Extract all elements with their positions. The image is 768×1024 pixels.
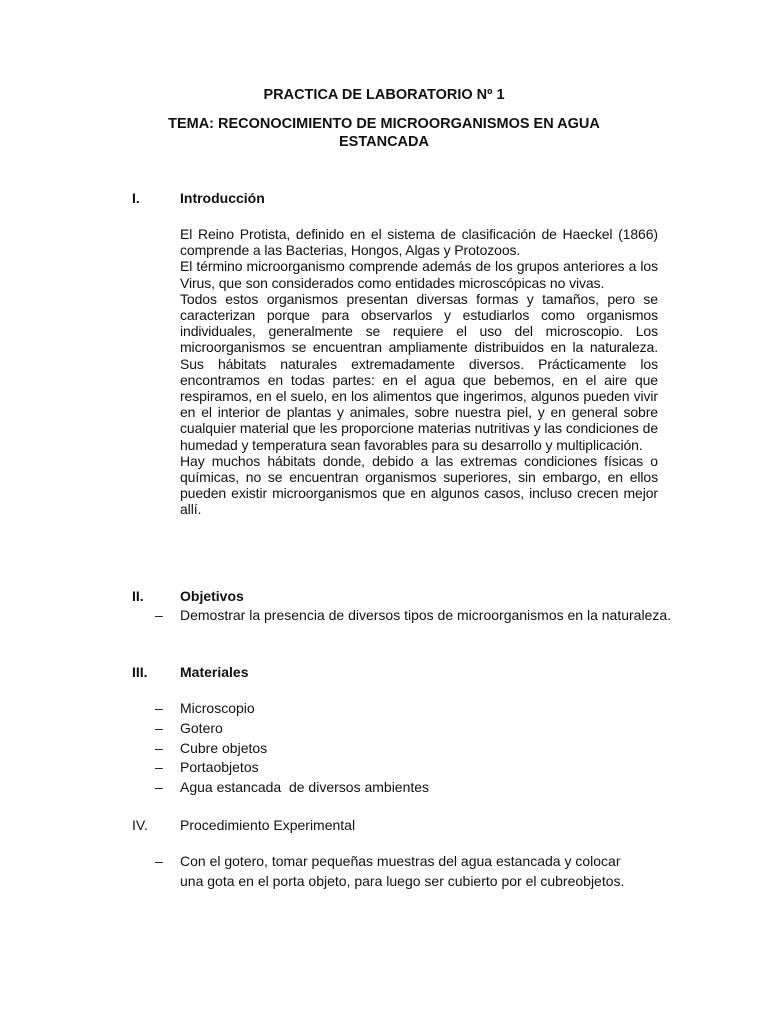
list-item [155, 778, 675, 798]
section-heading: Introducción [180, 190, 265, 206]
procedimiento-list [155, 852, 625, 892]
objetivos-list [155, 606, 675, 626]
bullet-dash: – [155, 719, 163, 736]
bullet-dash: – [155, 739, 163, 756]
bullet-dash: – [155, 607, 163, 623]
document-subtitle-line-2: ESTANCADA [339, 134, 429, 150]
section-heading: Objetivos [180, 588, 244, 604]
section-numeral: II. [132, 588, 144, 604]
bullet-dash: – [155, 779, 163, 796]
list-item-text: Agua estancada de diversos ambientes [180, 779, 430, 796]
list-item-text: Demostrar la presencia de diversos tipos de microorganismos en la naturaleza. [180, 607, 672, 623]
list-item [155, 699, 675, 719]
bullet-dash: – [155, 759, 163, 776]
list-item-text: Cubre objetos [180, 739, 268, 756]
section-numeral: III. [132, 664, 148, 680]
section-numeral: IV. [132, 817, 148, 833]
bullet-dash: – [155, 700, 163, 716]
list-item-text: Portaobjetos [180, 759, 259, 776]
intro-paragraph: El término microorganismo comprende además de los grupos anteriores a los Virus, que son considerados como entidades microscópicas no vivas. [180, 258, 658, 291]
list-item-text: Microscopio [180, 700, 255, 716]
intro-body [180, 226, 658, 518]
document-subtitle-line-1: TEMA: RECONOCIMIENTO DE MICROORGANISMOS EN AGUA [168, 116, 600, 132]
intro-paragraph: Hay muchos hábitats donde, debido a las extremas condiciones físicas o químicas, no se encuentran organismos superiores, sin embargo, en ellos pueden existir microorganismos que en algunos casos, incluso crecen mejor allí. [180, 452, 658, 518]
list-item [155, 606, 675, 626]
list-item [155, 719, 675, 739]
materiales-list [155, 699, 675, 798]
section-heading: Procedimiento Experimental [180, 817, 356, 833]
list-item-text: Con el gotero, tomar pequeñas muestras del agua estancada y colocar una gota en el porta objeto, para luego ser cubierto por el cubreobjetos. [180, 853, 625, 889]
document-title: PRACTICA DE LABORATORIO Nº 1 [263, 87, 505, 103]
section-heading: Materiales [180, 664, 249, 680]
list-item [155, 758, 675, 778]
list-item-text: Gotero [180, 719, 223, 736]
section-numeral: I. [132, 190, 140, 206]
intro-paragraph: El Reino Protista, definido en el sistema de clasificación de Haeckel (1866) comprende a las Bacterias, Hongos, Algas y Protozoos. [180, 226, 658, 259]
list-item [155, 852, 625, 892]
bullet-dash: – [155, 853, 163, 869]
intro-paragraph: Todos estos organismos presentan diversas formas y tamaños, pero se caracterizan porque para observarlos y estudiarlos como organismos individuales, generalmente se requiere el uso del microscopio. Los microorganismos se encuentran ampliamente distribuidos en la naturaleza. Sus hábitats naturales extremadamente diversos. Prácticamente los encontramos en todas partes: en el agua que bebemos, en el aire que respiramos, en el suelo, en los alimentos que ingerimos, algunos pueden vivir en el interior de plantas y animales, sobre nuestra piel, y en general sobre cualquier material que les proporcione materias nutritivas y las condiciones de humedad y temperatura sean favorables para su desarrollo y multiplicación. [180, 290, 658, 453]
list-item [155, 739, 675, 759]
